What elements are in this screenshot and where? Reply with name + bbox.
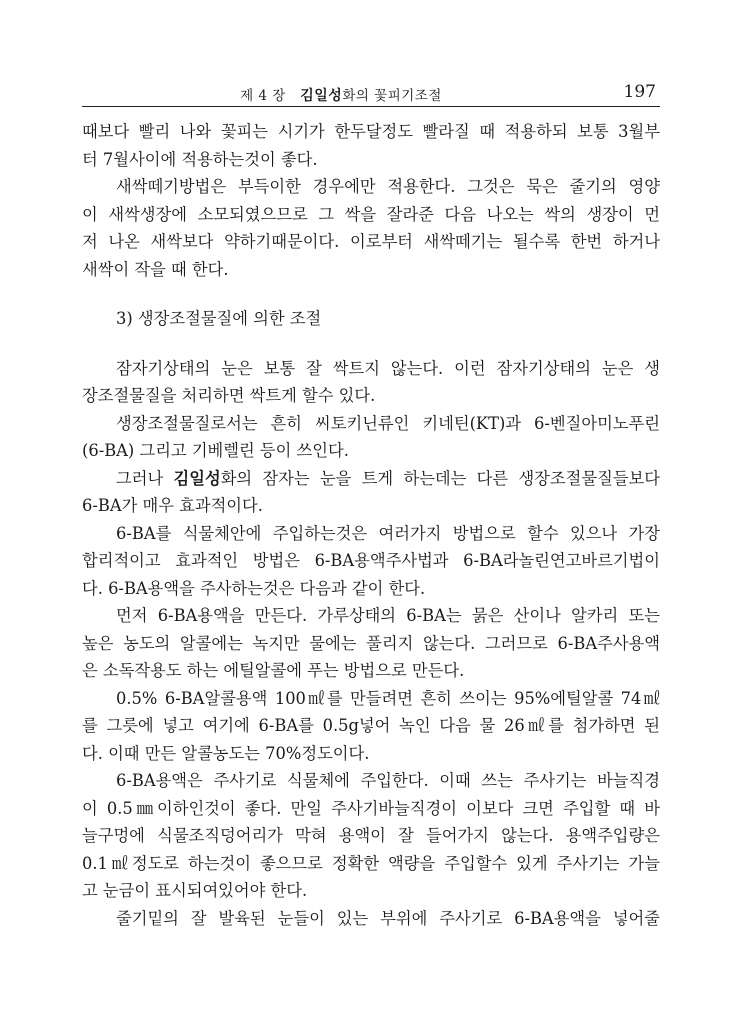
text-line: 새싹떼기방법은 부득이한 경우에만 적용한다. 그것은 묵은 줄기의 영양 [116, 177, 660, 196]
text-line: 터 7월사이에 적용하는것이 좋다. [82, 149, 318, 169]
text-line: 새싹이 작을 때 한다. [82, 259, 229, 279]
running-header [82, 82, 660, 107]
paragraph-6 [82, 520, 660, 603]
text-line: 이 새싹생장에 소모되였으므로 그 싹을 잘라준 다음 나오는 싹의 생장이 먼 [82, 204, 660, 224]
text-fragment: 그러나 [116, 468, 174, 488]
paragraph-4 [82, 410, 660, 465]
chapter-label: 제 4 장 [240, 88, 286, 104]
text-line: 0.1㎖정도로 하는것이 좋으므로 정확한 액량을 주입할수 있게 주사기는 가늘 [82, 853, 660, 873]
header-title [82, 84, 600, 105]
text-line: 장조절물질을 처리하면 싹트게 할수 있다. [82, 386, 376, 405]
text-line: 6-BA가 매우 효과적이다. [82, 496, 263, 515]
paragraph-9 [82, 767, 660, 905]
paragraph-8 [82, 685, 660, 768]
text-line: 6-BA용액은 주사기로 식물체에 주입한다. 이때 쓰는 주사기는 바늘직경 [116, 771, 660, 790]
text-line: 잠자기상태의 눈은 보통 잘 싹트지 않는다. 이런 잠자기상태의 눈은 생 [116, 358, 660, 378]
leader-name: 김일성 [173, 468, 221, 488]
paragraph-10 [82, 905, 660, 933]
text-line: 6-BA를 식물체안에 주입하는것은 여러가지 방법으로 할수 있으나 가장 [116, 523, 660, 543]
paragraph-2 [82, 173, 660, 283]
text-line [82, 465, 660, 493]
text-line: 생장조절물질로서는 흔히 씨토키닌류인 키네틴(KT)과 6-벤질아미노푸린 [116, 413, 660, 433]
text-line: 0.5% 6-BA알콜용액 100㎖를 만들려면 흔히 쓰이는 95%에틸알콜 74㎖ [116, 688, 660, 708]
header-name: 김일성 [300, 88, 343, 104]
text-line: 때보다 빨리 나와 꽃피는 시기가 한두달정도 빨라질 때 적용하되 보통 3월부 [82, 122, 660, 141]
header-suffix: 화의 꽃피기조절 [342, 88, 442, 104]
paragraph-7 [82, 602, 660, 685]
paragraph-3 [82, 355, 660, 410]
text-line: 다. 6-BA용액을 주사하는것은 다음과 같이 한다. [82, 578, 426, 598]
text-line: 늘구멍에 식물조직덩어리가 막혀 용액이 잘 들어가지 않는다. 용액주입량은 [82, 826, 660, 845]
paragraph-1 [82, 118, 660, 173]
text-line: 먼저 6-BA용액을 만든다. 가루상태의 6-BA는 묽은 산이나 알카리 또는 [116, 606, 660, 625]
text-line: 저 나온 새싹보다 약하기때문이다. 이로부터 새싹떼기는 될수록 한번 하거나 [82, 232, 660, 251]
text-line: 를 그릇에 넣고 여기에 6-BA를 0.5g넣어 녹인 다음 물 26㎖를 첨가하면 된 [82, 716, 660, 735]
text-line: 은 소독작용도 하는 에틸알콜에 푸는 방법으로 만든다. [82, 661, 465, 680]
text-line: 합리적이고 효과적인 방법은 6-BA용액주사법과 6-BA라놀린연고바르기법이 [82, 551, 660, 570]
paragraph-5 [82, 465, 660, 520]
text-line: 다. 이때 만든 알콜농도는 70%정도이다. [82, 743, 370, 763]
section-heading: 3) 생장조절물질에 의한 조절 [116, 309, 322, 328]
text-fragment: 화의 잠자는 눈을 트게 하는데는 다른 생장조절물질들보다 [220, 468, 660, 488]
text-line: 이 0.5㎜이하인것이 좋다. 만일 주사기바늘직경이 이보다 크면 주입할 때 바 [82, 798, 660, 818]
text-line: (6-BA) 그리고 기베렐린 등이 쓰인다. [82, 441, 349, 460]
text-line: 고 눈금이 표시되여있어야 한다. [82, 881, 308, 900]
page-number: 197 [623, 82, 656, 102]
text-line: 줄기밑의 잘 발육된 눈들이 있는 부위에 주사기로 6-BA용액을 넣어줄 [116, 908, 660, 928]
text-line: 높은 농도의 알콜에는 녹지만 물에는 풀리지 않는다. 그러므로 6-BA주사용액 [82, 633, 660, 653]
body-text [82, 118, 660, 932]
